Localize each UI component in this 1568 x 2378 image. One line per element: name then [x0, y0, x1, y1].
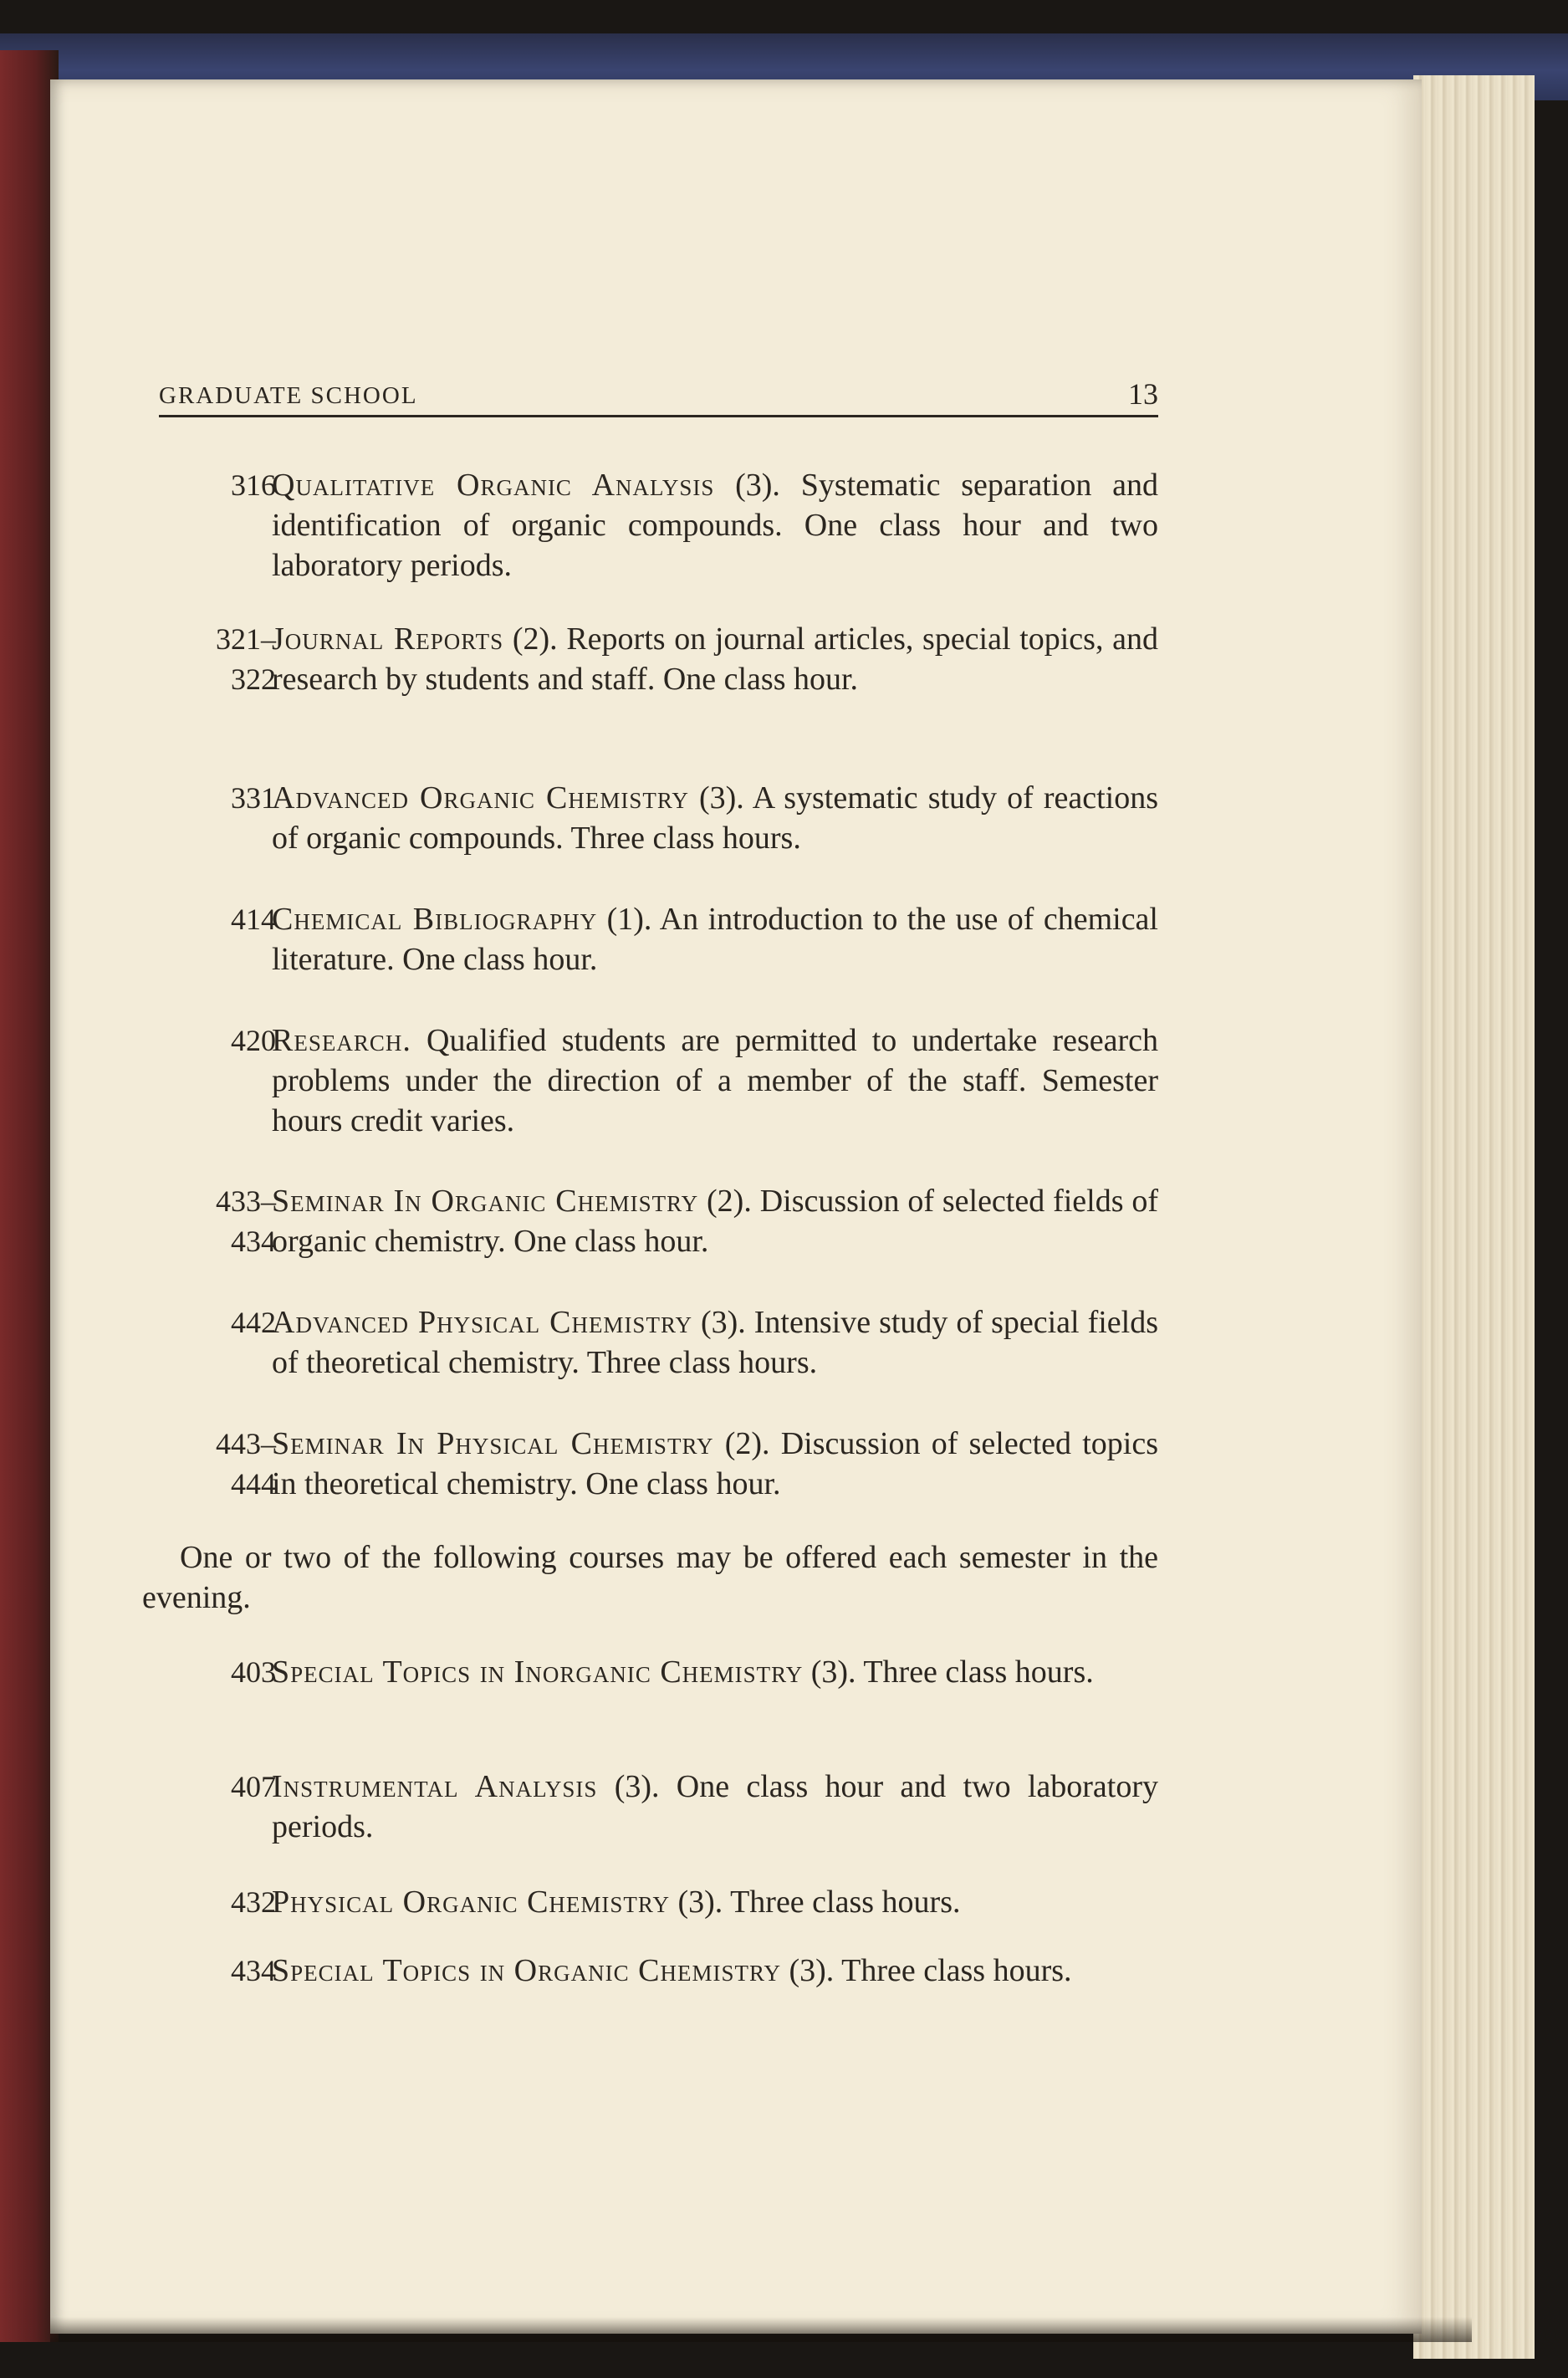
course-text	[272, 1951, 1158, 1991]
running-head-title: GRADUATE SCHOOL	[159, 382, 418, 409]
course-number: 420	[231, 1024, 276, 1057]
course-text	[272, 619, 1158, 699]
course-description: Reports on journal articles, special topics, and research by students and staff. One class hour.	[272, 621, 1158, 697]
course-description: Systematic separation and identification of organic compounds. One class hour and two laboratory periods.	[272, 468, 1158, 583]
course-number: 407	[231, 1770, 276, 1803]
course-text	[272, 1424, 1158, 1504]
course-text	[272, 1652, 1158, 1692]
course-number: 433–434	[216, 1184, 276, 1258]
course-credits: (3).	[781, 1953, 835, 1988]
course-title: Advanced Physical Chemistry	[272, 1305, 692, 1340]
course-credits: (2).	[698, 1184, 752, 1219]
course-description: Three class hours.	[723, 1885, 961, 1920]
page-number: 13	[1128, 377, 1158, 411]
course-text	[272, 778, 1158, 858]
course-text	[272, 1020, 1158, 1141]
course-credits: (3).	[714, 468, 780, 503]
course-text	[272, 465, 1158, 586]
course-title: Seminar In Organic Chemistry	[272, 1184, 699, 1219]
page-bottom-shadow	[50, 2317, 1472, 2342]
course-description: A systematic study of reactions of organic compounds. Three class hours.	[272, 780, 1159, 856]
course-credits: (3).	[692, 1305, 746, 1340]
course-description: Three class hours.	[834, 1953, 1072, 1988]
course-title: Instrumental Analysis	[272, 1769, 598, 1804]
course-description: Qualified students are permitted to undertake research problems under the direction of a member of the staff. Semester hours credit varies.	[272, 1023, 1158, 1138]
course-credits: (2).	[713, 1426, 770, 1461]
course-credits: (2).	[503, 621, 558, 657]
course-credits: (3).	[803, 1654, 856, 1690]
course-credits: (1).	[597, 902, 652, 937]
course-text	[272, 1882, 1158, 1922]
course-number: 434	[231, 1954, 276, 1987]
course-title: Qualitative Organic Analysis	[272, 468, 715, 503]
course-title: Physical Organic Chemistry	[272, 1885, 670, 1920]
course-description: One class hour and two laboratory periods.	[272, 1769, 1158, 1844]
course-number: 432	[231, 1885, 276, 1919]
course-credits: (3).	[597, 1769, 660, 1804]
course-title: Journal Reports	[272, 621, 504, 657]
course-description: An introduction to the use of chemical literature. One class hour.	[272, 902, 1158, 977]
evening-note: One or two of the following courses may be offered each semester in the evening.	[142, 1540, 1158, 1615]
course-description: Discussion of selected topics in theoretical chemistry. One class hour.	[272, 1426, 1158, 1501]
course-title: Chemical Bibliography	[272, 902, 598, 937]
course-title: Seminar In Physical Chemistry	[272, 1426, 714, 1461]
page-stack-edge	[1413, 75, 1535, 2359]
course-description: Intensive study of special fields of theoretical chemistry. Three class hours.	[272, 1305, 1158, 1380]
course-text	[272, 899, 1158, 979]
course-title: Advanced Organic Chemistry	[272, 780, 689, 816]
course-title: Research.	[272, 1023, 411, 1058]
course-text	[272, 1767, 1158, 1847]
course-number: 414	[231, 903, 276, 936]
course-text	[272, 1302, 1158, 1383]
running-head	[159, 368, 1158, 417]
course-number: 331	[231, 781, 276, 815]
course-credits: (3).	[688, 780, 744, 816]
course-number: 403	[231, 1655, 276, 1689]
course-text	[272, 1181, 1158, 1261]
course-number: 443–444	[216, 1427, 276, 1501]
course-description: Three class hours.	[856, 1654, 1094, 1690]
course-title: Special Topics in Organic Chemistry	[272, 1953, 781, 1988]
course-credits: (3).	[669, 1885, 723, 1920]
course-title: Special Topics in Inorganic Chemistry	[272, 1654, 804, 1690]
course-number: 321–322	[216, 622, 276, 696]
course-number: 442	[231, 1306, 276, 1339]
course-description: Discussion of selected fields of organic chemistry. One class hour.	[272, 1184, 1159, 1259]
course-number: 316	[231, 468, 276, 502]
